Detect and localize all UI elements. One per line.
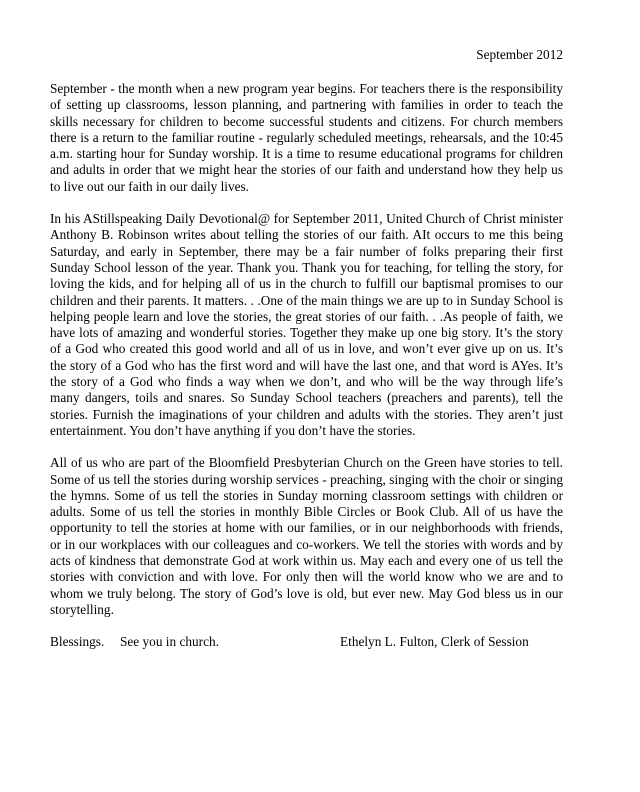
paragraph-church-stories: All of us who are part of the Bloomfield Presbyterian Church on the Green have stories to tell. Some of us tell the stories during worship services - preaching, singing with the choir or singing the hymns. Some of us tell the stories in Sunday morning classroom settings with children or adults. Some of us tell the stories in monthly Bible Circles or Book Club. All of us have the opportunity to tell the stories at home with our families, or in our neighborhoods with friends, or in our workplaces with our colleagues and co-workers. We tell the stories with words and by acts of kindness that demonstrate God at work within us. May each and every one of us tell the stories with conviction and with love. For only then will the world know who we are and to whom we truly belong. The story of God’s love is old, but ever new. May God bless us in our storytelling.	[50, 455, 563, 617]
paragraph-intro: September - the month when a new program year begins. For teachers there is the responsibility of setting up classrooms, lesson planning, and partnering with families in order to teach the skills necessary for children to become successful students and citizens. For church members there is a return to the familiar routine - regularly scheduled meetings, rehearsals, and the 10:45 a.m. starting hour for Sunday worship. It is a time to resume educational programs for children and adults in order that we might hear the stories of our faith and understand how they help us to live out our faith in our daily lives.	[50, 81, 563, 194]
letter-closing	[50, 634, 563, 650]
closing-blessings: Blessings.	[50, 634, 105, 650]
letter-page	[50, 47, 563, 767]
paragraph-devotional-quote: In his AStillspeaking Daily Devotional@ for September 2011, United Church of Christ minister Anthony B. Robinson writes about telling the stories of our faith. AIt occurs to me this being Saturday, and early in September, there may be a fair number of folks preparing their first Sunday School lesson of the year. Thank you. Thank you for teaching, for telling the story, for loving the kids, and for helping all of us in the church to fulfill our baptismal promises to our children and their parents. It matters. . .One of the main things we are up to in Sunday School is helping people learn and love the stories, the great stories of our faith. . .As people of faith, we have lots of amazing and wonderful stories. Together they make up one big story. It’s the story of a God who created this good world and all of us in love, and won’t ever give up on us. It’s the story of a God who has the first word and will have the last one, and that word is AYes. It’s the story of a God who finds a way when we don’t, and who will be the way through life’s many dangers, toils and snares. So Sunday School teachers (preachers and parents), tell the stories. Furnish the imaginations of your children and adults with the stories. They aren’t just entertainment. You don’t have anything if you don’t have the stories.	[50, 211, 563, 438]
closing-signature: Ethelyn L. Fulton, Clerk of Session	[340, 634, 529, 650]
letter-date: September 2012	[476, 47, 563, 62]
closing-see-you: See you in church.	[120, 634, 219, 650]
